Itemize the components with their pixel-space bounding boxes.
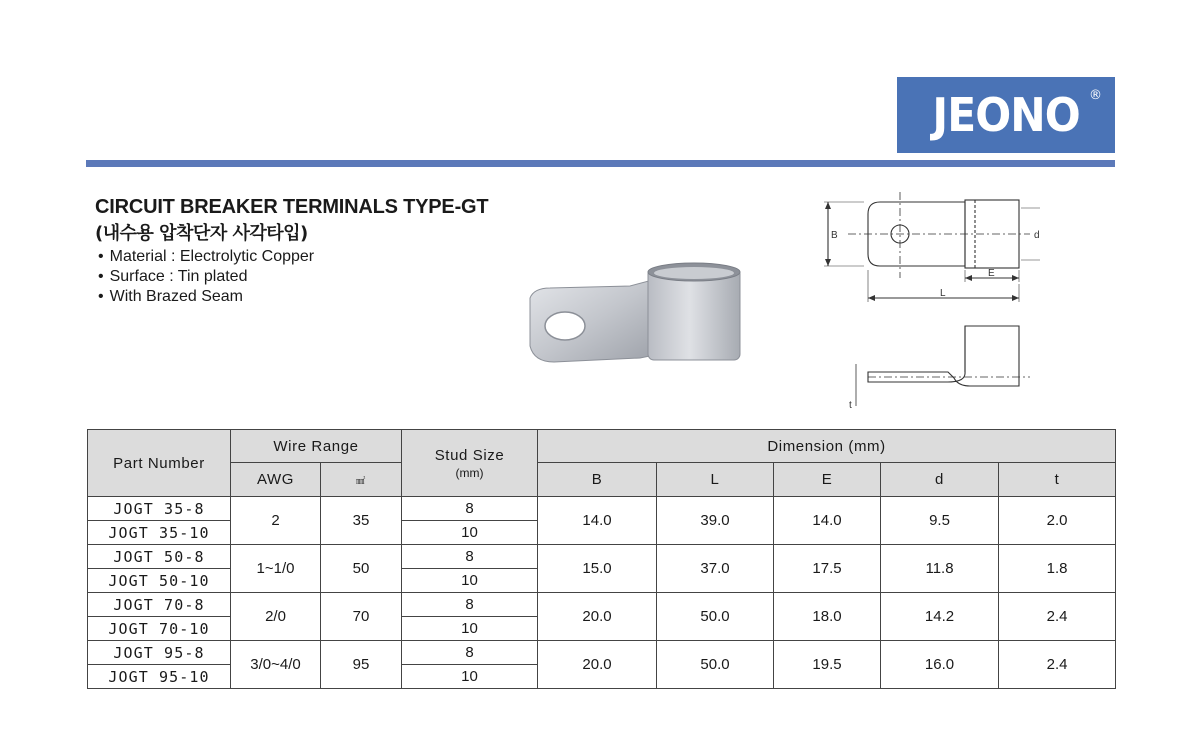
mm2-value: 95: [321, 641, 402, 689]
dim-L: 37.0: [657, 545, 774, 593]
part-number: JOGT 95-8: [88, 641, 231, 665]
dim-d: 16.0: [881, 641, 999, 689]
awg-value: 1~1/0: [231, 545, 321, 593]
awg-value: 3/0~4/0: [231, 641, 321, 689]
dim-B: 20.0: [538, 641, 657, 689]
part-number: JOGT 35-10: [88, 521, 231, 545]
brand-logo: [897, 77, 1115, 153]
header-dimension: Dimension (mm): [538, 430, 1116, 463]
table-row: [88, 545, 1116, 569]
header-B: B: [538, 463, 657, 497]
part-number: JOGT 50-8: [88, 545, 231, 569]
dim-B: 14.0: [538, 497, 657, 545]
header-mm2: [321, 463, 402, 497]
mm2-value: 35: [321, 497, 402, 545]
label-B: B: [831, 230, 838, 241]
part-number: JOGT 35-8: [88, 497, 231, 521]
spec-list: [98, 247, 314, 307]
brand-name: JEONO: [932, 88, 1080, 142]
header-L: L: [657, 463, 774, 497]
header-awg: AWG: [231, 463, 321, 497]
table-row: [88, 497, 1116, 521]
dim-E: 19.5: [774, 641, 881, 689]
part-number: JOGT 70-10: [88, 617, 231, 641]
dim-t: 2.0: [999, 497, 1116, 545]
page-subtitle: (내수용 압착단자 사각타입): [95, 223, 308, 244]
part-number: JOGT 70-8: [88, 593, 231, 617]
dim-E: 18.0: [774, 593, 881, 641]
header-stud-size-unit: (mm): [455, 465, 484, 480]
dim-B: 15.0: [538, 545, 657, 593]
dim-d: 11.8: [881, 545, 999, 593]
dim-E: 17.5: [774, 545, 881, 593]
terminal-product-photo: [520, 258, 750, 388]
part-number: JOGT 95-10: [88, 665, 231, 689]
dim-d: 14.2: [881, 593, 999, 641]
header-stud-size-label: Stud Size: [434, 446, 505, 464]
label-L: L: [940, 288, 946, 299]
header-part-number: Part Number: [88, 430, 231, 497]
label-t: t: [849, 400, 852, 411]
awg-value: 2: [231, 497, 321, 545]
table-row: [88, 593, 1116, 617]
stud-size: 10: [402, 569, 538, 593]
header-d: d: [881, 463, 999, 497]
spec-item-seam: • With Brazed Seam: [98, 287, 314, 307]
stud-size: 8: [402, 545, 538, 569]
spec-item-material: • Material : Electrolytic Copper: [98, 247, 314, 267]
header-rule: [86, 160, 1115, 167]
dim-L: 39.0: [657, 497, 774, 545]
mm2-value: 50: [321, 545, 402, 593]
mm2-value: 70: [321, 593, 402, 641]
header-wire-range: Wire Range: [231, 430, 402, 463]
page-title: CIRCUIT BREAKER TERMINALS TYPE-GT: [95, 196, 489, 218]
header-t: t: [999, 463, 1116, 497]
label-d: d: [1034, 230, 1040, 241]
label-E: E: [988, 268, 995, 279]
table-row: [88, 641, 1116, 665]
part-number: JOGT 50-10: [88, 569, 231, 593]
spec-item-surface: • Surface : Tin plated: [98, 267, 314, 287]
dim-t: 2.4: [999, 641, 1116, 689]
stud-size: 8: [402, 497, 538, 521]
stud-size: 8: [402, 641, 538, 665]
awg-value: 2/0: [231, 593, 321, 641]
stud-size: 10: [402, 521, 538, 545]
header-mm2-label: ㎟: [356, 476, 366, 486]
stud-size: 10: [402, 617, 538, 641]
dim-L: 50.0: [657, 641, 774, 689]
dim-t: 2.4: [999, 593, 1116, 641]
dim-E: 14.0: [774, 497, 881, 545]
dimension-drawing: [820, 186, 1040, 412]
dim-B: 20.0: [538, 593, 657, 641]
dim-t: 1.8: [999, 545, 1116, 593]
dim-L: 50.0: [657, 593, 774, 641]
stud-size: 8: [402, 593, 538, 617]
dim-d: 9.5: [881, 497, 999, 545]
header-E: E: [774, 463, 881, 497]
header-stud-size: [402, 430, 538, 497]
stud-size: 10: [402, 665, 538, 689]
registered-mark: ®: [1089, 88, 1102, 103]
dimension-table: [87, 429, 1116, 689]
